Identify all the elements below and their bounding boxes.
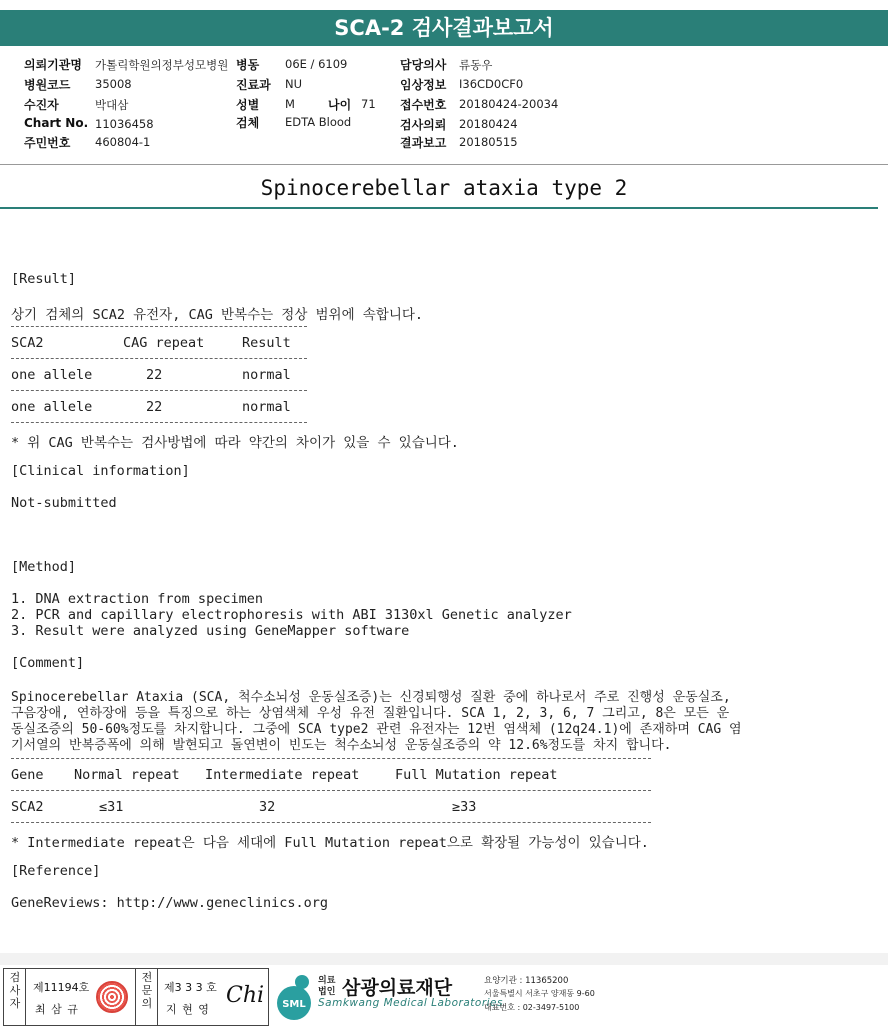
divider bbox=[157, 969, 158, 1025]
receipt-value: 20180424-20034 bbox=[459, 97, 559, 111]
org-english-name: Samkwang Medical Laboratories bbox=[318, 997, 503, 1009]
document-title: Spinocerebellar ataxia type 2 bbox=[260, 176, 628, 200]
result-header-cag: CAG repeat bbox=[123, 335, 205, 351]
result-header-gene: SCA2 bbox=[11, 335, 44, 351]
divider bbox=[11, 326, 307, 327]
sex-value: M bbox=[285, 97, 295, 111]
reference-text: GeneReviews: http://www.geneclinics.org bbox=[11, 895, 328, 911]
org-phone: 대표번호 : 02-3497-5100 bbox=[484, 1003, 580, 1012]
reference-heading: [Reference] bbox=[11, 863, 101, 879]
specimen-value: EDTA Blood bbox=[285, 115, 352, 129]
method-item: 2. PCR and capillary electrophoresis with ABI 3130xl Genetic analyzer bbox=[11, 607, 572, 623]
comment-heading: [Comment] bbox=[11, 655, 85, 671]
comment-row-gene: SCA2 bbox=[11, 799, 44, 815]
org-name: 삼광의료재단 bbox=[342, 977, 453, 999]
comment-row-normal: ≤31 bbox=[99, 799, 124, 815]
footer-divider bbox=[0, 953, 888, 965]
request-date-value: 20180424 bbox=[459, 117, 518, 131]
ward-value: 06E / 6109 bbox=[285, 57, 348, 71]
examiner-label: 검 사 자 bbox=[9, 971, 21, 1010]
divider bbox=[135, 969, 136, 1025]
examiner-license: 제11194호 bbox=[33, 981, 90, 994]
examiner-name: 최 삼 규 bbox=[35, 1003, 79, 1016]
doctor-label: 담당의사 bbox=[400, 58, 447, 72]
comment-header-full: Full Mutation repeat bbox=[395, 767, 558, 783]
divider bbox=[11, 822, 651, 823]
sex-label: 성별 bbox=[236, 98, 260, 112]
title-underline bbox=[0, 207, 878, 209]
divider bbox=[11, 358, 307, 359]
doctor-value: 류동우 bbox=[459, 58, 493, 72]
code-label: 병원코드 bbox=[24, 78, 71, 92]
comment-line: 구음장애, 연하장애 등을 특징으로 하는 상염색체 우성 유전 질환입니다. SCA 1, 2, 3, 6, 7 그리고, 8은 모든 운 bbox=[11, 706, 730, 721]
clinical-info-value: I36CD0CF0 bbox=[459, 77, 524, 91]
comment-header-normal: Normal repeat bbox=[74, 767, 180, 783]
comment-line: Spinocerebellar Ataxia (SCA, 척수소뇌성 운동실조증)는 신경퇴행성 질환 중에 하나로서 주로 진행성 운동실조, bbox=[11, 690, 731, 705]
footer bbox=[0, 965, 888, 1033]
chart-no-value: 11036458 bbox=[95, 117, 154, 131]
result-row-result: normal bbox=[242, 399, 291, 415]
divider bbox=[11, 758, 651, 759]
sml-logo-icon bbox=[272, 971, 314, 1021]
receipt-label: 접수번호 bbox=[400, 98, 447, 112]
specimen-label: 검체 bbox=[236, 116, 260, 130]
method-heading: [Method] bbox=[11, 559, 77, 575]
approver-name: 지 현 영 bbox=[166, 1003, 210, 1016]
comment-row-full: ≥33 bbox=[452, 799, 477, 815]
clinical-heading: [Clinical information] bbox=[11, 463, 190, 479]
comment-header-gene: Gene bbox=[11, 767, 44, 783]
code-value: 35008 bbox=[95, 77, 132, 91]
result-row-cag: 22 bbox=[146, 399, 163, 415]
hospital-label: 의뢰기관명 bbox=[24, 58, 82, 72]
patient-value: 박대삼 bbox=[95, 98, 129, 112]
divider bbox=[11, 790, 651, 791]
result-summary: 상기 검체의 SCA2 유전자, CAG 반복수는 정상 범위에 속합니다. bbox=[11, 307, 424, 323]
id-number-value: 460804-1 bbox=[95, 135, 151, 149]
org-code: 요양기관 : 11365200 bbox=[484, 976, 569, 986]
result-row-result: normal bbox=[242, 367, 291, 383]
dept-value: NU bbox=[285, 77, 303, 91]
comment-line: 기서열의 반복증폭에 의해 발현되고 돌연변이 빈도는 척수소뇌성 운동실조증의 약 12.6%정도를 차지 합니다. bbox=[11, 738, 672, 753]
ward-label: 병동 bbox=[236, 58, 260, 72]
org-address: 서울특별시 서초구 양재동 9-60 bbox=[484, 989, 595, 998]
header-divider bbox=[0, 164, 888, 165]
report-title: SCA-2 검사결과보고서 bbox=[0, 10, 888, 46]
svg-text:SML: SML bbox=[282, 999, 306, 1010]
age-value: 71 bbox=[361, 97, 376, 111]
chart-no-label: Chart No. bbox=[24, 116, 89, 130]
clinical-info-label: 임상정보 bbox=[400, 78, 447, 92]
request-date-label: 검사의뢰 bbox=[400, 118, 447, 132]
result-row-cag: 22 bbox=[146, 367, 163, 383]
report-date-label: 결과보고 bbox=[400, 136, 447, 150]
id-number-label: 주민번호 bbox=[24, 136, 71, 150]
comment-note: * Intermediate repeat은 다음 세대에 Full Mutation repeat으로 확장될 가능성이 있습니다. bbox=[11, 835, 649, 851]
method-item: 3. Result were analyzed using GeneMapper software bbox=[11, 623, 410, 639]
signature: Chi bbox=[226, 983, 265, 1008]
dept-label: 진료과 bbox=[236, 78, 271, 92]
hospital-value: 가톨릭학원의정부성모병원 bbox=[95, 58, 229, 72]
method-item: 1. DNA extraction from specimen bbox=[11, 591, 263, 607]
org-prefix: 법인 bbox=[318, 987, 336, 997]
result-heading: [Result] bbox=[11, 271, 77, 287]
result-row-allele: one allele bbox=[11, 399, 93, 415]
result-row-allele: one allele bbox=[11, 367, 93, 383]
result-note: * 위 CAG 반복수는 검사방법에 따라 약간의 차이가 있을 수 있습니다. bbox=[11, 435, 459, 451]
seal-stamp bbox=[96, 981, 128, 1013]
approver-label: 전 문 의 bbox=[141, 971, 153, 1010]
comment-line: 동실조증의 50-60%정도를 차지합니다. 그중에 SCA type2 관련 유전자는 12번 염색체 (12q24.1)에 존재하며 CAG 염 bbox=[11, 722, 742, 737]
divider bbox=[11, 390, 307, 391]
age-label: 나이 bbox=[328, 98, 352, 112]
report-date-value: 20180515 bbox=[459, 135, 518, 149]
signature-box bbox=[3, 968, 269, 1026]
patient-label: 수진자 bbox=[24, 98, 59, 112]
org-prefix: 의료 bbox=[318, 976, 336, 986]
clinical-text: Not-submitted bbox=[11, 495, 117, 511]
approver-license: 제3 3 3 호 bbox=[164, 981, 217, 994]
divider bbox=[11, 422, 307, 423]
result-header-result: Result bbox=[242, 335, 291, 351]
divider bbox=[25, 969, 26, 1025]
comment-row-intermediate: 32 bbox=[259, 799, 276, 815]
patient-info-panel bbox=[0, 52, 888, 164]
comment-header-intermediate: Intermediate repeat bbox=[205, 767, 360, 783]
